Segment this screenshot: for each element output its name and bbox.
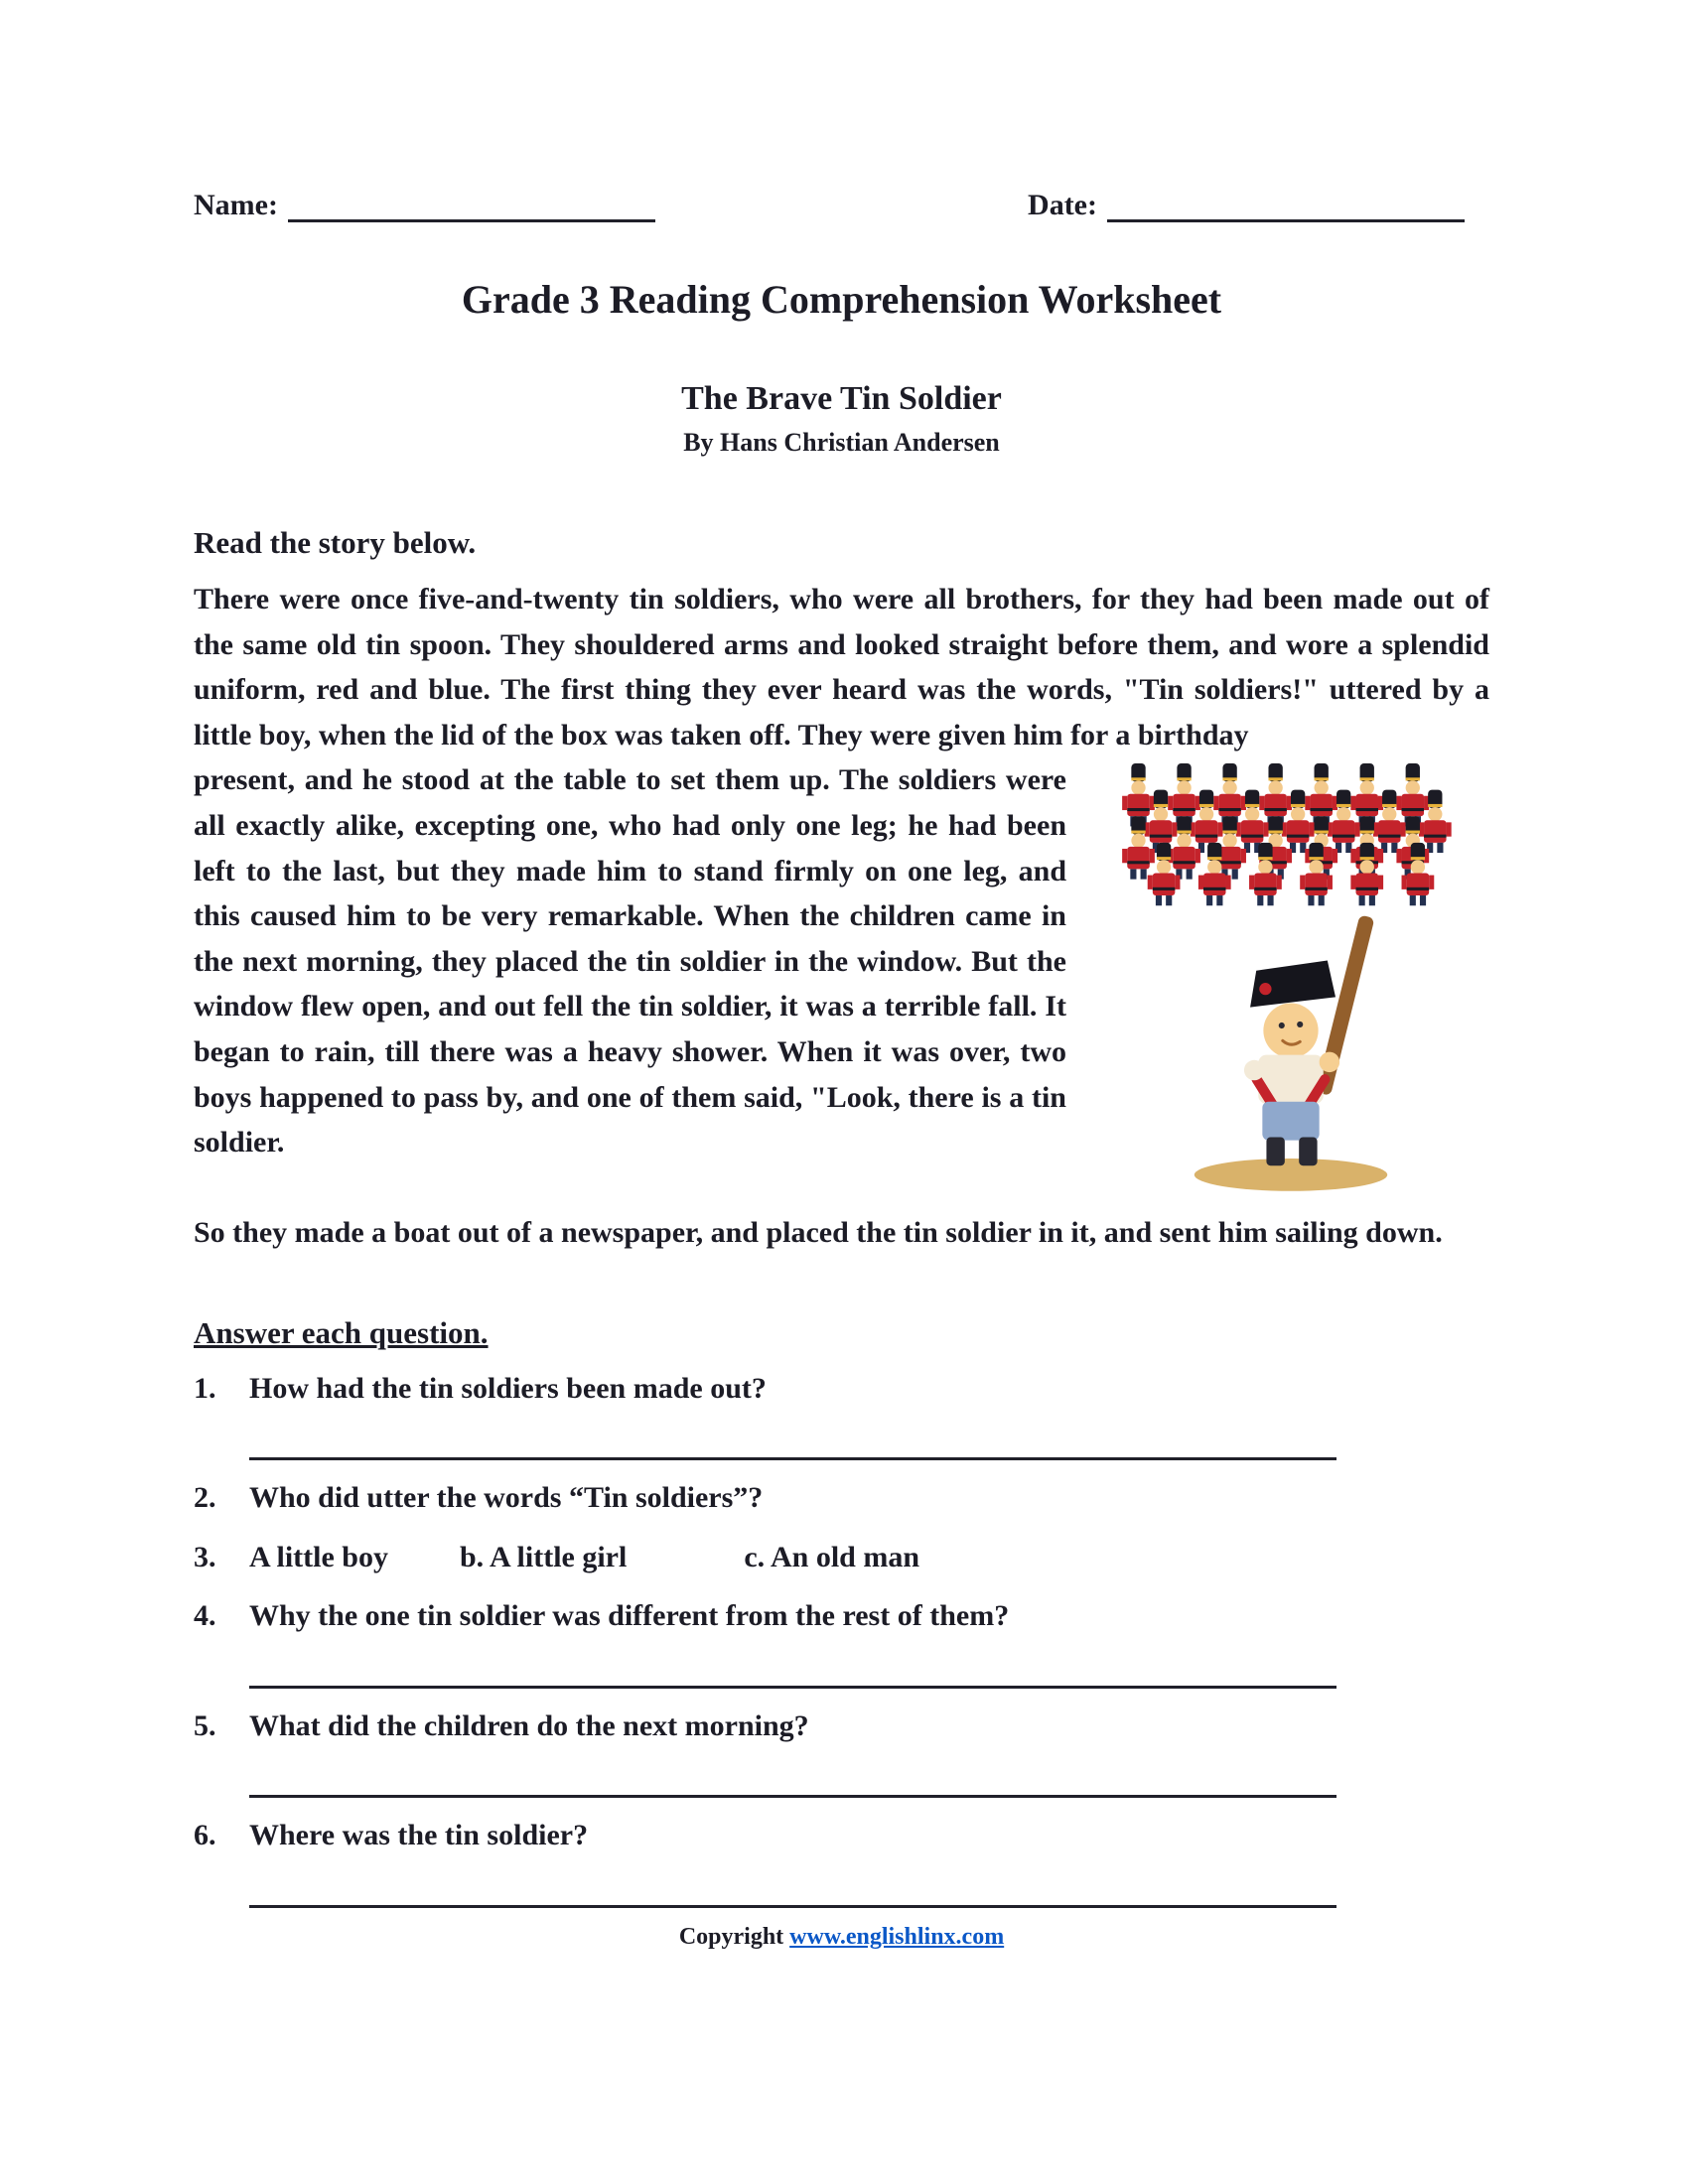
story-part-1: There were once five-and-twenty tin soldiers, who were all brothers, for they had been made out of the same old tin spoon. They shouldered arms and looked straight before them, and wore a splendid uniform, red and blue. The first thing they ever heard was the words, "Tin soldiers!" uttered by a little boy, when the lid of the box was taken off. They were given him for a birthday xyxy=(194,583,1489,751)
footer xyxy=(194,1924,1489,1951)
name-field xyxy=(194,189,655,222)
question-2 xyxy=(194,1476,1489,1520)
question-text: Why the one tin soldier was different from the rest of them? xyxy=(249,1599,1010,1633)
question-number: 1. xyxy=(194,1371,216,1405)
questions-heading: Answer each question. xyxy=(194,1314,489,1350)
date-field xyxy=(1028,189,1465,222)
question-number: 4. xyxy=(194,1599,216,1633)
story-part-3: So they made a boat out of a newspaper, and placed the tin soldier in it, and sent him sailing down. xyxy=(194,1216,1443,1250)
copyright-text: Copyright xyxy=(678,1923,790,1950)
answer-line-5 xyxy=(249,1795,1336,1798)
question-option-a: A little boy xyxy=(249,1540,388,1573)
single-tin-soldier xyxy=(1195,915,1387,1191)
answer-line-6 xyxy=(249,1905,1336,1908)
story-title: The Brave Tin Soldier xyxy=(681,380,1002,417)
question-3 xyxy=(194,1536,1489,1579)
name-label: Name: xyxy=(194,189,278,221)
question-6 xyxy=(194,1814,1489,1857)
name-blank-line xyxy=(288,193,655,222)
question-text: Who did utter the words “Tin soldiers”? xyxy=(249,1481,764,1515)
question-1 xyxy=(194,1367,1489,1411)
read-instruction: Read the story below. xyxy=(194,525,477,560)
story-part-2: present, and he stood at the table to set them up. The soldiers were all exactly alike, excepting one, who had only one leg; he had been left to the last, but they made him to stand firmly on one leg, and this caused him to be very remarkable. When the children came in the next morning, they placed the tin soldier in the window. But the window flew open, and out fell the tin soldier, it was a terrible fall. It began to rain, till there was a heavy shower. When it was over, two boys happened to pass by, and one of them said, "Look, there is a tin soldier. xyxy=(194,763,1066,1160)
question-text: Where was the tin soldier? xyxy=(249,1819,589,1852)
question-text: How had the tin soldiers been made out? xyxy=(249,1371,767,1405)
tin-soldier-illustration-svg xyxy=(1092,763,1489,1200)
copyright-link[interactable]: www.englishlinx.com xyxy=(789,1923,1005,1950)
question-number: 5. xyxy=(194,1708,216,1742)
question-number: 3. xyxy=(194,1540,216,1573)
question-option-c: c. An old man xyxy=(744,1540,920,1573)
answer-line-4 xyxy=(249,1686,1336,1689)
date-blank-line xyxy=(1107,193,1465,222)
question-text: What did the children do the next morning? xyxy=(249,1708,809,1742)
worksheet-title: Grade 3 Reading Comprehension Worksheet xyxy=(461,277,1222,322)
answer-line-1 xyxy=(249,1457,1336,1460)
question-5 xyxy=(194,1705,1489,1748)
date-label: Date: xyxy=(1028,189,1097,221)
story-byline: By Hans Christian Andersen xyxy=(683,428,1000,457)
tin-soldier-image xyxy=(1092,763,1489,1200)
question-number: 6. xyxy=(194,1819,216,1852)
question-option-b: b. A little girl xyxy=(460,1540,628,1573)
question-number: 2. xyxy=(194,1481,216,1515)
tin-soldiers-crowd xyxy=(1122,763,1452,905)
question-4 xyxy=(194,1594,1489,1638)
story-middle-block xyxy=(194,757,1489,1164)
header-row xyxy=(194,189,1489,222)
